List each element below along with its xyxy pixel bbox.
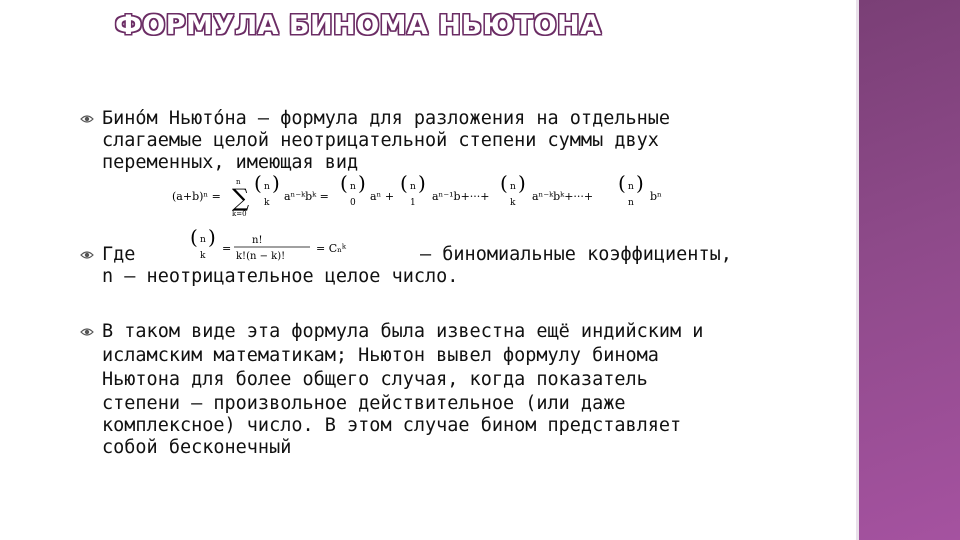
- svg-text:k: k: [264, 198, 270, 208]
- svg-text:=: =: [222, 242, 232, 255]
- svg-text:): ): [208, 226, 216, 249]
- svg-text:(: (: [340, 172, 348, 195]
- bullet-2-lead: Где: [102, 244, 136, 265]
- svg-text:n: n: [236, 178, 241, 186]
- svg-text:k: k: [510, 198, 516, 208]
- svg-text:bⁿ: bⁿ: [650, 190, 662, 203]
- bullet-1-line-2: слагаемые целой неотрицательной степени суммы двух: [102, 130, 659, 151]
- svg-text:n: n: [410, 182, 416, 192]
- bullet-3-line-1: В таком виде эта формула была известна ещё индийским и: [102, 321, 704, 342]
- svg-text:k=0: k=0: [232, 210, 247, 218]
- svg-text:n: n: [628, 198, 634, 208]
- eye-icon: [80, 112, 94, 126]
- slide-title: ФОРМУЛА БИНОМА НЬЮТОНА: [115, 10, 602, 41]
- bullet-3-line-4: степени — произвольное действительное (или даже: [102, 393, 626, 414]
- svg-text:aⁿ⁻ᵏbᵏ =: aⁿ⁻ᵏbᵏ =: [284, 190, 329, 203]
- decorative-side-panel: [856, 0, 960, 540]
- binomial-formula: [170, 172, 680, 220]
- svg-text:(: (: [618, 172, 626, 195]
- svg-text:n: n: [264, 182, 270, 192]
- bullet-3-line-2: исламским математикам; Ньютон вывел формулу бинома: [102, 345, 659, 366]
- bullet-1-line-3: переменных, имеющая вид: [102, 152, 359, 173]
- svg-text:aⁿ⁻ᵏbᵏ+···+: aⁿ⁻ᵏbᵏ+···+: [532, 190, 594, 203]
- svg-text:(: (: [254, 172, 262, 195]
- svg-text:∑: ∑: [232, 184, 250, 212]
- binomial-coefficient-formula: [190, 226, 390, 266]
- svg-text:n: n: [628, 182, 634, 192]
- svg-text:n!: n!: [252, 235, 263, 246]
- bullet-2-line-1: n — неотрицательное целое число.: [102, 266, 459, 287]
- svg-text:): ): [518, 172, 526, 195]
- svg-text:k!(n − k)!: k!(n − k)!: [236, 251, 286, 262]
- bullet-3-line-5: комплексное) число. В этом случае бином представляет: [102, 415, 682, 436]
- svg-text:= Cₙᵏ: = Cₙᵏ: [316, 242, 346, 255]
- svg-text:): ): [272, 172, 280, 195]
- svg-text:(a+b)ⁿ =: (a+b)ⁿ =: [172, 190, 221, 203]
- svg-text:): ): [636, 172, 644, 195]
- svg-text:n: n: [350, 182, 356, 192]
- svg-text:(: (: [500, 172, 508, 195]
- svg-text:aⁿ⁻¹b+···+: aⁿ⁻¹b+···+: [432, 190, 490, 203]
- bullet-3-line-6: собой бесконечный: [102, 437, 292, 458]
- svg-text:): ): [358, 172, 366, 195]
- svg-text:(: (: [190, 226, 198, 249]
- eye-icon: [80, 248, 94, 262]
- bullet-3-line-3: Ньютона для более общего случая, когда показатель: [102, 369, 648, 390]
- bullet-2-trail: — биномиальные коэффициенты,: [420, 244, 732, 265]
- svg-text:n: n: [510, 182, 516, 192]
- svg-text:): ): [418, 172, 426, 195]
- svg-text:(: (: [400, 172, 408, 195]
- svg-text:k: k: [200, 251, 206, 261]
- eye-icon: [80, 325, 94, 339]
- svg-text:n: n: [200, 235, 206, 245]
- svg-text:aⁿ +: aⁿ +: [370, 190, 395, 203]
- bullet-1-line-1: Бино́м Ньюто́на — формула для разложения на отдельные: [102, 108, 671, 129]
- svg-text:1: 1: [410, 198, 416, 208]
- svg-text:0: 0: [350, 198, 356, 208]
